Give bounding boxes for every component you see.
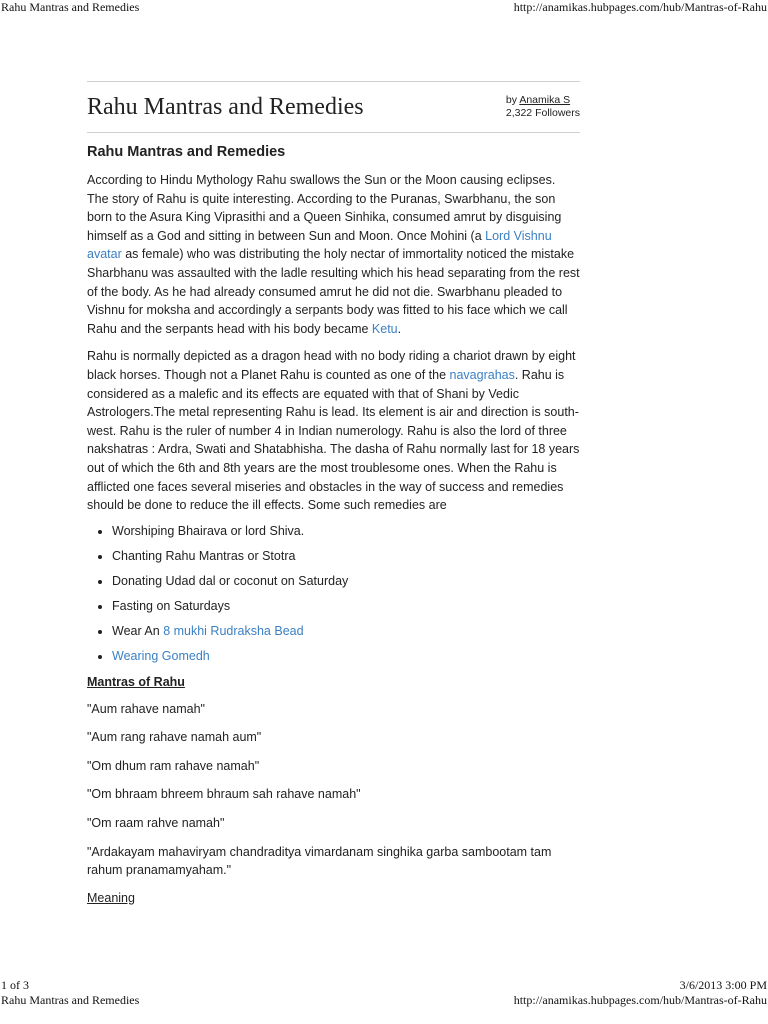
paragraph-depiction-text-b: . Rahu is considered as a malefic and its effects are equated with that of Shani by Vedic Astrologers.The metal representing Rahu is lead. Its element is air and direction is south-west. Rahu is the ruler of number 4 in Indian numerology. Rahu is also the lord of three nakshatras : Ardra, Swati and Shatabhisha. The dasha of Rahu normally last for 18 years out of which the 6th and 8th years are the most troublesome ones. When the Rahu is afflicted one faces several miseries and obstacles in the way of success and remedies should be done to reduce the ill effects. Some such remedies are: [87, 367, 580, 513]
list-item: [112, 624, 580, 639]
mantras-heading: Mantras of Rahu: [87, 674, 185, 689]
paragraph-origin-text-a: According to Hindu Mythology Rahu swallows the Sun or the Moon causing eclipses. The story of Rahu is quite interesting. According to the Puranas, Swarbhanu, the son born to the Asura King Viprasithi and a Queen Sinhika, consumed amrut by disguising himself as a God and sitting in between Sun and Moon. Once Mohini (a: [87, 173, 562, 243]
rudraksha-bead-link[interactable]: 8 mukhi Rudraksha Bead: [163, 623, 304, 638]
article-body: [87, 133, 580, 906]
navagrahas-link[interactable]: navagrahas: [449, 367, 515, 382]
paragraph-depiction: [87, 347, 580, 514]
mantra-line: "Aum rahave namah": [87, 701, 205, 716]
paragraph-origin: [87, 171, 580, 338]
print-footer-page: 1 of 3: [1, 978, 29, 992]
lord-vishnu-avatar-link[interactable]: Lord Vishnu avatar: [87, 228, 552, 262]
ketu-link[interactable]: Ketu: [371, 321, 398, 336]
list-item: • Fasting on Saturdays: [112, 599, 580, 614]
byline: [506, 94, 580, 120]
section-heading: Rahu Mantras and Remedies: [87, 144, 286, 160]
list-item: [112, 649, 580, 664]
print-footer-row-2: [0, 993, 768, 1007]
follower-count: 2,322 Followers: [505, 107, 580, 119]
title-bar: [87, 82, 580, 132]
page-title: Rahu Mantras and Remedies: [87, 94, 364, 120]
mantra-line: "Aum rang rahave namah aum": [87, 730, 262, 745]
paragraph-origin-text-c: .: [397, 321, 402, 336]
print-footer-row-1: [0, 978, 768, 992]
remedies-list: [87, 524, 580, 664]
paragraph-depiction-text-a: Rahu is normally depicted as a dragon head with no body riding a chariot drawn by eight black horses. Though not a Planet Rahu is counted as one of the: [87, 349, 576, 382]
paragraph-origin-text-b: as female) who was distributing the holy nectar of immortality noticed the mistake Sharbhanu was assaulted with the ladle resulting which his head separating from the rest of the body. As he had already consumed amrut he did not die. Swarbhanu pleaded to Vishnu for moksha and accordingly a serpants body was fitted to his face which we call Rahu and the serpants head with his body became: [87, 247, 580, 336]
print-footer-title: Rahu Mantras and Remedies: [1, 993, 140, 1007]
list-item: • Donating Udad dal or coconut on Saturday: [112, 574, 580, 589]
mantra-line: "Om dhum ram rahave namah": [87, 758, 260, 773]
print-footer-url[interactable]: http://anamikas.hubpages.com/hub/Mantras-of-Rahu: [513, 993, 767, 1007]
list-item: • Chanting Rahu Mantras or Stotra: [112, 549, 580, 564]
author-link[interactable]: Anamika S: [519, 94, 571, 106]
mantra-line: "Ardakayam mahaviryam chandraditya vimardanam singhika garba sambootam tam rahum pranamamyaham.": [87, 844, 552, 878]
mantra-line: "Om raam rahve namah": [87, 816, 225, 831]
article: [87, 81, 580, 906]
print-header-title: Rahu Mantras and Remedies: [1, 0, 140, 14]
wearing-gomedh-link[interactable]: Wearing Gomedh: [112, 648, 210, 663]
print-header-url[interactable]: http://anamikas.hubpages.com/hub/Mantras-of-Rahu: [513, 0, 767, 14]
byline-by: by: [505, 94, 517, 106]
mantra-line: "Om bhraam bhreem bhraum sah rahave namah": [87, 787, 361, 802]
meaning-heading: Meaning: [87, 890, 135, 905]
print-footer-datetime: 3/6/2013 3:00 PM: [679, 978, 767, 992]
print-header: [0, 0, 768, 14]
list-item-text: Wear An: [112, 623, 164, 638]
list-item: • Worshiping Bhairava or lord Shiva.: [112, 524, 580, 539]
